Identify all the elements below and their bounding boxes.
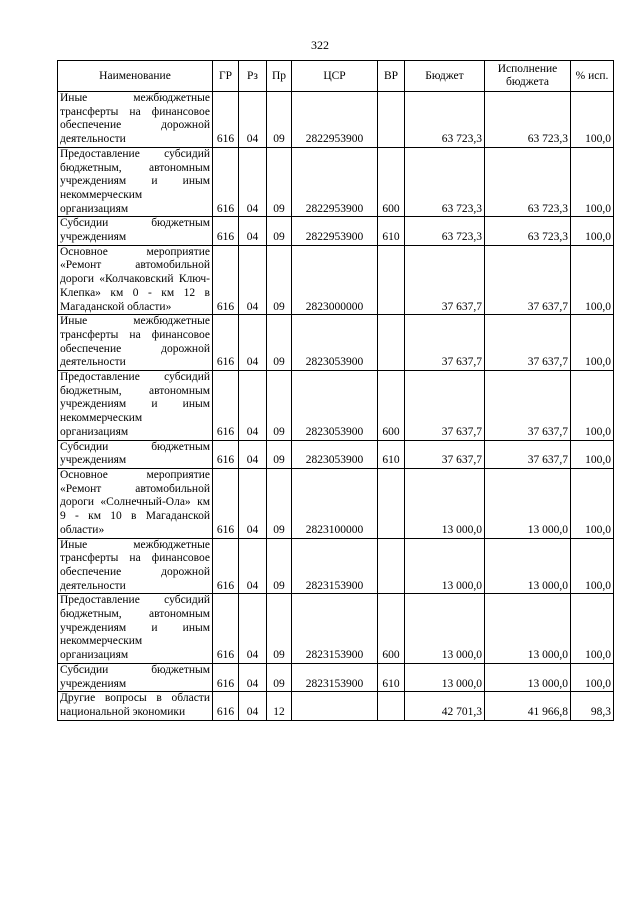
cell-budget: 13 000,0 xyxy=(405,663,485,691)
cell-csr: 2823100000 xyxy=(292,468,378,538)
table-row xyxy=(58,594,614,664)
cell-percent: 100,0 xyxy=(571,92,614,148)
cell-vr: 610 xyxy=(378,440,405,468)
cell-budget: 63 723,3 xyxy=(405,147,485,217)
cell-name: Иные межбюджетные трансферты на финансовое обеспечение дорожной деятельности xyxy=(58,538,213,594)
cell-vr xyxy=(378,245,405,315)
cell-gr: 616 xyxy=(213,371,239,441)
cell-execution: 13 000,0 xyxy=(485,468,571,538)
col-header-gr: ГР xyxy=(213,61,239,92)
cell-execution: 41 966,8 xyxy=(485,692,571,720)
cell-rz: 04 xyxy=(239,692,267,720)
cell-gr: 616 xyxy=(213,147,239,217)
table-row xyxy=(58,468,614,538)
col-header-pr: Пр xyxy=(267,61,292,92)
cell-vr: 610 xyxy=(378,217,405,245)
cell-pr: 09 xyxy=(267,371,292,441)
cell-vr xyxy=(378,315,405,371)
cell-csr: 2823000000 xyxy=(292,245,378,315)
cell-pr: 09 xyxy=(267,245,292,315)
cell-pr: 09 xyxy=(267,147,292,217)
cell-execution: 37 637,7 xyxy=(485,245,571,315)
cell-csr: 2823053900 xyxy=(292,371,378,441)
cell-rz: 04 xyxy=(239,468,267,538)
cell-execution: 63 723,3 xyxy=(485,92,571,148)
cell-csr: 2823053900 xyxy=(292,440,378,468)
cell-vr xyxy=(378,92,405,148)
table-row xyxy=(58,245,614,315)
col-header-budget: Бюджет xyxy=(405,61,485,92)
cell-rz: 04 xyxy=(239,147,267,217)
col-header-percent: % исп. xyxy=(571,61,614,92)
cell-execution: 63 723,3 xyxy=(485,217,571,245)
cell-rz: 04 xyxy=(239,245,267,315)
cell-percent: 100,0 xyxy=(571,147,614,217)
table-row xyxy=(58,538,614,594)
cell-gr: 616 xyxy=(213,594,239,664)
cell-execution: 37 637,7 xyxy=(485,440,571,468)
col-header-execution: Исполнение бюджета xyxy=(485,61,571,92)
cell-name: Иные межбюджетные трансферты на финансовое обеспечение дорожной деятельности xyxy=(58,315,213,371)
cell-percent: 100,0 xyxy=(571,594,614,664)
cell-name: Субсидии бюджетным учреждениям xyxy=(58,440,213,468)
page-number: 322 xyxy=(311,38,329,52)
cell-budget: 37 637,7 xyxy=(405,440,485,468)
cell-rz: 04 xyxy=(239,663,267,691)
table-row xyxy=(58,315,614,371)
cell-name: Иные межбюджетные трансферты на финансовое обеспечение дорожной деятельности xyxy=(58,92,213,148)
cell-name: Субсидии бюджетным учреждениям xyxy=(58,663,213,691)
cell-name: Другие вопросы в области национальной экономики xyxy=(58,692,213,720)
cell-gr: 616 xyxy=(213,538,239,594)
cell-gr: 616 xyxy=(213,92,239,148)
cell-budget: 42 701,3 xyxy=(405,692,485,720)
cell-gr: 616 xyxy=(213,315,239,371)
cell-csr: 2823053900 xyxy=(292,315,378,371)
cell-execution: 13 000,0 xyxy=(485,538,571,594)
cell-name: Субсидии бюджетным учреждениям xyxy=(58,217,213,245)
cell-pr: 12 xyxy=(267,692,292,720)
cell-percent: 100,0 xyxy=(571,245,614,315)
cell-percent: 98,3 xyxy=(571,692,614,720)
cell-budget: 13 000,0 xyxy=(405,538,485,594)
cell-percent: 100,0 xyxy=(571,217,614,245)
cell-pr: 09 xyxy=(267,217,292,245)
cell-percent: 100,0 xyxy=(571,663,614,691)
table-body xyxy=(58,92,614,721)
cell-execution: 63 723,3 xyxy=(485,147,571,217)
table-header-row xyxy=(58,61,614,92)
table-row xyxy=(58,663,614,691)
cell-gr: 616 xyxy=(213,692,239,720)
table-row xyxy=(58,147,614,217)
table-row xyxy=(58,217,614,245)
cell-budget: 37 637,7 xyxy=(405,315,485,371)
cell-csr xyxy=(292,692,378,720)
cell-name: Основное мероприятие «Ремонт автомобильной дороги «Солнечный-Ола» км 9 - км 10 в Магаданской области» xyxy=(58,468,213,538)
cell-execution: 13 000,0 xyxy=(485,594,571,664)
cell-pr: 09 xyxy=(267,663,292,691)
table-row xyxy=(58,92,614,148)
cell-csr: 2822953900 xyxy=(292,92,378,148)
col-header-rz: Рз xyxy=(239,61,267,92)
cell-csr: 2823153900 xyxy=(292,538,378,594)
col-header-name: Наименование xyxy=(58,61,213,92)
table-row xyxy=(58,440,614,468)
cell-vr xyxy=(378,692,405,720)
cell-budget: 13 000,0 xyxy=(405,468,485,538)
table-row xyxy=(58,692,614,720)
cell-rz: 04 xyxy=(239,371,267,441)
cell-percent: 100,0 xyxy=(571,538,614,594)
cell-rz: 04 xyxy=(239,440,267,468)
cell-pr: 09 xyxy=(267,538,292,594)
cell-budget: 63 723,3 xyxy=(405,92,485,148)
cell-name: Предоставление субсидий бюджетным, автономным учреждениям и иным некоммерческим организациям xyxy=(58,371,213,441)
cell-budget: 37 637,7 xyxy=(405,371,485,441)
cell-percent: 100,0 xyxy=(571,371,614,441)
cell-rz: 04 xyxy=(239,315,267,371)
cell-budget: 37 637,7 xyxy=(405,245,485,315)
cell-budget: 13 000,0 xyxy=(405,594,485,664)
col-header-csr: ЦСР xyxy=(292,61,378,92)
cell-csr: 2822953900 xyxy=(292,217,378,245)
cell-vr xyxy=(378,538,405,594)
cell-percent: 100,0 xyxy=(571,468,614,538)
cell-name: Основное мероприятие «Ремонт автомобильной дороги «Колчаковский Ключ-Клепка» км 0 - км 12 в Магаданской области» xyxy=(58,245,213,315)
cell-gr: 616 xyxy=(213,217,239,245)
cell-csr: 2823153900 xyxy=(292,594,378,664)
cell-pr: 09 xyxy=(267,594,292,664)
cell-budget: 63 723,3 xyxy=(405,217,485,245)
cell-pr: 09 xyxy=(267,315,292,371)
cell-rz: 04 xyxy=(239,217,267,245)
cell-gr: 616 xyxy=(213,468,239,538)
col-header-vr: ВР xyxy=(378,61,405,92)
cell-execution: 37 637,7 xyxy=(485,315,571,371)
cell-execution: 37 637,7 xyxy=(485,371,571,441)
cell-execution: 13 000,0 xyxy=(485,663,571,691)
cell-rz: 04 xyxy=(239,538,267,594)
cell-vr: 600 xyxy=(378,371,405,441)
cell-vr: 600 xyxy=(378,147,405,217)
cell-gr: 616 xyxy=(213,245,239,315)
cell-vr: 600 xyxy=(378,594,405,664)
cell-csr: 2823153900 xyxy=(292,663,378,691)
cell-pr: 09 xyxy=(267,92,292,148)
cell-percent: 100,0 xyxy=(571,440,614,468)
cell-vr: 610 xyxy=(378,663,405,691)
table-row xyxy=(58,371,614,441)
budget-table xyxy=(57,60,614,721)
cell-pr: 09 xyxy=(267,468,292,538)
cell-percent: 100,0 xyxy=(571,315,614,371)
cell-gr: 616 xyxy=(213,663,239,691)
cell-name: Предоставление субсидий бюджетным, автономным учреждениям и иным некоммерческим организациям xyxy=(58,594,213,664)
cell-gr: 616 xyxy=(213,440,239,468)
cell-rz: 04 xyxy=(239,594,267,664)
cell-rz: 04 xyxy=(239,92,267,148)
cell-csr: 2822953900 xyxy=(292,147,378,217)
cell-vr xyxy=(378,468,405,538)
cell-name: Предоставление субсидий бюджетным, автономным учреждениям и иным некоммерческим организациям xyxy=(58,147,213,217)
cell-pr: 09 xyxy=(267,440,292,468)
